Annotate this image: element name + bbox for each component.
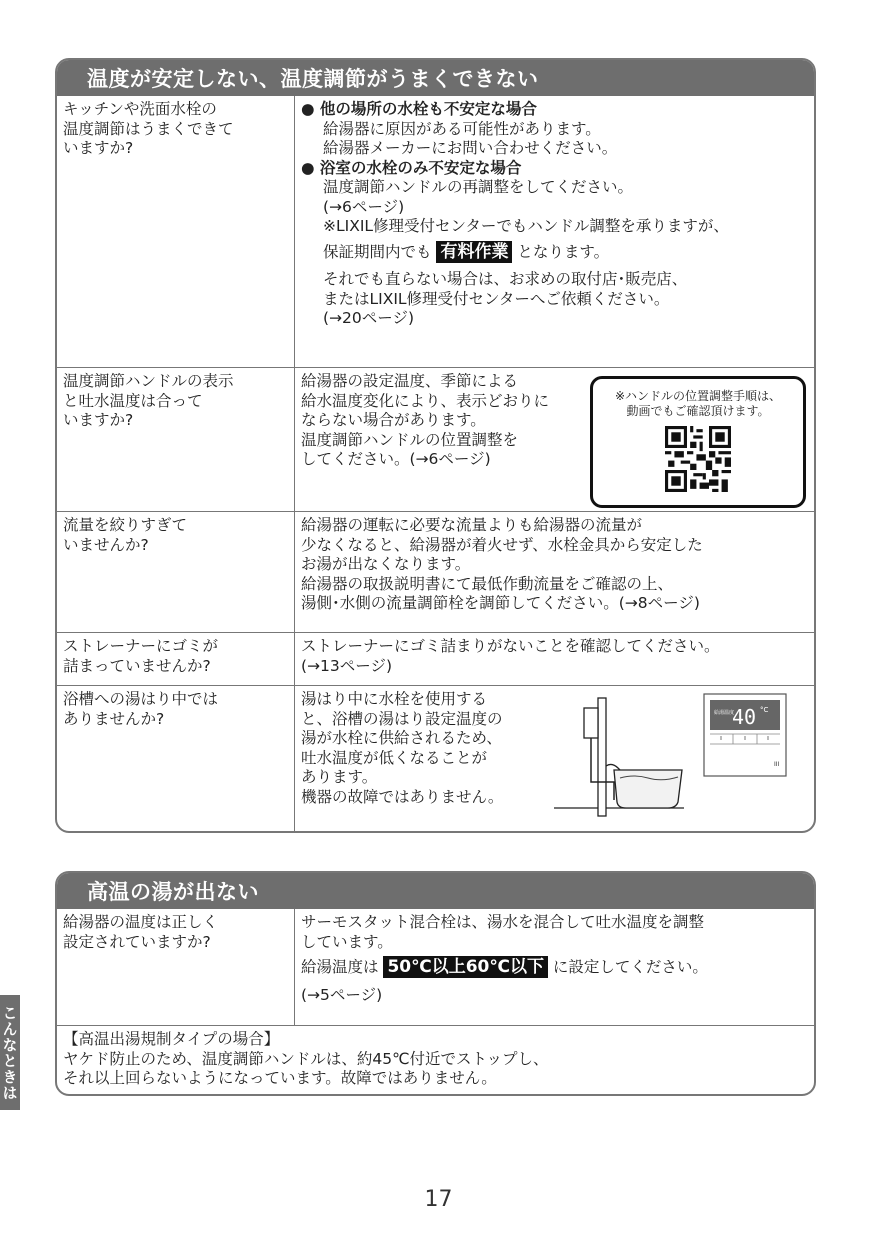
table-row	[57, 1026, 814, 1094]
question-cell: 温度調節ハンドルの表示 と吐水温度は合って いますか?	[57, 368, 295, 512]
question-cell: キッチンや洗面水栓の 温度調節はうまくできて いますか?	[57, 96, 295, 368]
answer-cell: 給湯器の運転に必要な流量よりも給湯器の流量が 少なくなると、給湯器が着火せず、水栓金具から安定した お湯が出なくなります。 給湯器の取扱説明書にて最低作動流量をご確認の上、 湯側･水側の流量調節栓を調節してください。(→8ページ)	[295, 512, 815, 633]
side-tab[interactable]: こんなときは	[0, 995, 20, 1110]
display-unit: °C	[760, 706, 769, 714]
question-cell: 給湯器の温度は正しく 設定されていますか?	[57, 909, 295, 1026]
answer-cell: ストレーナーにゴミ詰まりがないことを確認してください。 (→13ページ)	[295, 633, 815, 686]
highlight-paid-work: 有料作業	[436, 241, 512, 263]
answer-cell: 湯はり中に水栓を使用する と、浴槽の湯はり設定温度の 湯が水栓に供給されるため、 吐水温度が低くなることが あります。 機器の故障ではありません。 給湯温度 40 °C III	[295, 686, 815, 832]
answer-cell: サーモスタット混合栓は、湯水を混合して吐水温度を調整 しています。 給湯温度は 50℃以上60℃以下 に設定してください。 (→5ページ)	[301, 913, 708, 1004]
qr-callout: ※ハンドルの位置調整手順は、 動画でもご確認頂けます。	[590, 376, 806, 508]
troubleshooting-table	[57, 909, 814, 1094]
section-no-hot-water	[55, 871, 816, 1096]
table-row	[57, 368, 814, 512]
note-heading: 【高温出湯規制タイプの場合】	[63, 1030, 280, 1048]
highlight-temperature-range: 50℃以上60℃以下	[383, 956, 548, 978]
troubleshooting-table	[57, 96, 814, 831]
answer-cell: 給湯器の設定温度、季節による 給水温度変化により、表示どおりに ならない場合があります。 温度調節ハンドルの位置調整を してください。(→6ページ) ※ハンドルの位置調整手順は、 動画でもご確認頂けます。	[295, 368, 815, 512]
section-temperature-unstable	[55, 58, 816, 833]
answer-cell: ● 他の場所の水栓も不安定な場合 給湯器に原因がある可能性があります。 給湯器メーカーにお問い合わせください。 ● 浴室の水栓のみ不安定な場合 温度調節ハンドルの再調整をしてください。 (→6ページ) ※LIXIL修理受付センターでもハンドル調整を承りますが、 保証期間内でも 有料作業 となります。 それでも直らない場合は、お求めの取付店･販売店、 またはLIXIL修理受付センターへご依頼ください。 (→20ページ)	[295, 96, 815, 368]
table-row	[57, 909, 814, 1026]
page-number: 17	[424, 1187, 453, 1212]
qr-code-icon[interactable]	[665, 426, 731, 492]
table-row	[57, 686, 814, 832]
section-title: 温度が安定しない、温度調節がうまくできない	[57, 60, 814, 96]
table-row	[57, 96, 814, 368]
note-cell: 【高温出湯規制タイプの場合】 ヤケド防止のため、温度調節ハンドルは、約45℃付近でストップし、 それ以上回らないようになっています。故障ではありません。	[57, 1026, 814, 1094]
case-heading: ● 浴室の水栓のみ不安定な場合	[301, 158, 522, 177]
table-row	[57, 512, 814, 633]
question-cell: 浴槽への湯はり中では ありませんか?	[57, 686, 295, 832]
question-cell: 流量を絞りすぎて いませんか?	[57, 512, 295, 633]
bath-filling-diagram	[554, 692, 804, 818]
svg-text:III: III	[774, 761, 780, 768]
table-row	[57, 633, 814, 686]
section-title: 高温の湯が出ない	[57, 873, 814, 909]
display-label: 給湯温度	[714, 710, 735, 716]
case-heading: ● 他の場所の水栓も不安定な場合	[301, 100, 537, 118]
display-temp: 40	[732, 705, 757, 729]
question-cell: ストレーナーにゴミが 詰まっていませんか?	[57, 633, 295, 686]
